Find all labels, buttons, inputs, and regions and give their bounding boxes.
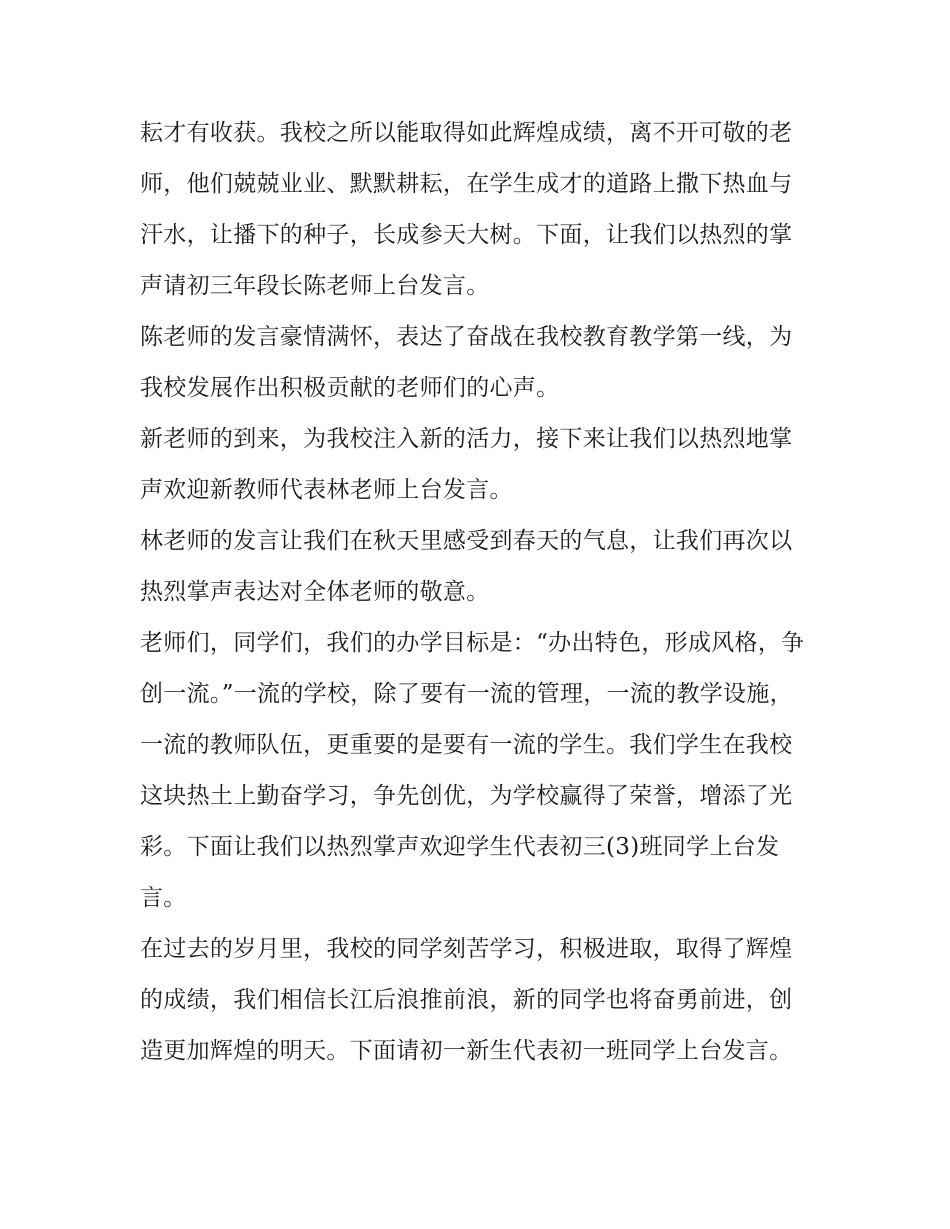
document-body (140, 108, 812, 1077)
paragraph-4: 林老师的发言让我们在秋天里感受到春天的气息，让我们再次以热烈掌声表达对全体老师的敬意。 (140, 528, 793, 605)
paragraph-6: 在过去的岁月里，我校的同学刻苦学习，积极进取，取得了辉煌的成绩，我们相信长江后浪推前浪，新的同学也将奋勇前进，创造更加辉煌的明天。下面请初一新生代表初一班同学上台发言。 (140, 936, 793, 1064)
paragraph-3: 新老师的到来，为我校注入新的活力，接下来让我们以热烈地掌声欢迎新教师代表林老师上台发言。 (140, 426, 793, 503)
paragraph-2: 陈老师的发言豪情满怀，表达了奋战在我校教育教学第一线，为我校发展作出积极贡献的老师们的心声。 (140, 324, 793, 401)
paragraph-5: 老师们，同学们，我们的办学目标是：“办出特色，形成风格，争创一流。”一流的学校，除了要有一流的管理，一流的教学设施，一流的教师队伍，更重要的是要有一流的学生。我们学生在我校这块热土上勤奋学习，争先创优，为学校赢得了荣誉，增添了光彩。下面让我们以热烈掌声欢迎学生代表初三(3)班同学上台发言。 (140, 630, 805, 911)
paragraph-1: 耘才有收获。我校之所以能取得如此辉煌成绩，离不开可敬的老师，他们兢兢业业、默默耕耘，在学生成才的道路上撒下热血与汗水，让播下的种子，长成参天大树。下面，让我们以热烈的掌声请初三年段长陈老师上台发言。 (140, 120, 793, 299)
